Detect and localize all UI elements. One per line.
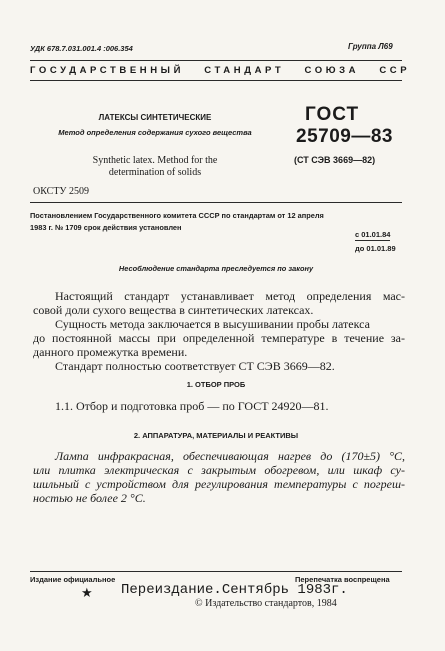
intro-p1-line2: совой доли сухого вещества в синтетических латексах.: [33, 303, 314, 317]
intro-p2-line2: до постоянной массы при определенной температуре в течение за-: [33, 331, 405, 345]
section-2-line4: ностью не более 2 °С.: [33, 491, 146, 505]
official-edition: Издание официальное: [30, 575, 116, 584]
copyright: © Издательство стандартов, 1984: [195, 598, 337, 609]
group-code: Группа Л69: [348, 42, 393, 51]
title-en-line-1: Synthetic latex. Method for the: [92, 155, 218, 166]
validity-from: с 01.01.84: [355, 230, 391, 239]
udk-code: УДК 678.7.031.001.4 :006.354: [30, 44, 133, 53]
decree-line-1: Постановлением Государственного комитета СССР по стандартам от 12 апреля: [30, 211, 324, 220]
banner-rule: [30, 80, 402, 81]
title-en: [30, 155, 280, 179]
section-2-line3: шильный с устройством для регулирования температуры с погреш-: [33, 477, 405, 491]
intro-p2-line3: данного промежутка времени.: [33, 345, 188, 359]
intro-p1-line1: Настоящий стандарт устанавливает метод определения мас-: [55, 289, 405, 303]
section-2-heading: 2. АППАРАТУРА, МАТЕРИАЛЫ И РЕАКТИВЫ: [133, 431, 299, 440]
decree-line-2: 1983 г. № 1709 срок действия установлен: [30, 223, 182, 232]
intro-p2-line1: Сущность метода заключается в высушивании пробы латекса: [55, 317, 370, 331]
footer-rule: [30, 571, 402, 572]
intro-p3: Стандарт полностью соответствует СТ СЭВ 3669—82.: [55, 359, 335, 373]
title-rule: [30, 202, 402, 203]
title-ru: ЛАТЕКСЫ СИНТЕТИЧЕСКИЕ: [98, 113, 212, 122]
standard-banner: ГОСУДАРСТВЕННЫЙ СТАНДАРТ СОЮЗА ССР: [30, 65, 411, 76]
top-rule: [30, 60, 402, 61]
gost-number: 25709—83: [296, 126, 393, 147]
section-2-line2: или плитка электрическая с закрытым обогревом, или шкаф су-: [33, 463, 405, 477]
okstu-code: ОКСТУ 2509: [33, 186, 90, 197]
decree-text: [30, 210, 405, 234]
gost-label: ГОСТ: [305, 104, 360, 125]
section-2-line1: Лампа инфракрасная, обеспечивающая нагрев до (170±5) °С,: [55, 449, 405, 463]
validity-to: до 01.01.89: [355, 244, 396, 253]
section-1-item: 1.1. Отбор и подготовка проб — по ГОСТ 24920—81.: [55, 399, 329, 413]
section-1-heading: 1. ОТБОР ПРОБ: [186, 380, 246, 389]
reprint-banned: Перепечатка воспрещена: [295, 575, 390, 584]
subtitle-ru: Метод определения содержания сухого вещества: [58, 128, 252, 137]
star-icon: ★: [81, 585, 93, 600]
section-2-body: [33, 449, 405, 505]
title-en-line-2: determination of solids: [108, 167, 202, 178]
law-warning: Несоблюдение стандарта преследуется по закону: [118, 264, 314, 273]
intro-paragraphs: [33, 289, 405, 373]
st-sev-code: (СТ СЭВ 3669—82): [294, 155, 376, 165]
reissue-stamp: Переиздание.Сентябрь 1983г.: [121, 582, 348, 598]
